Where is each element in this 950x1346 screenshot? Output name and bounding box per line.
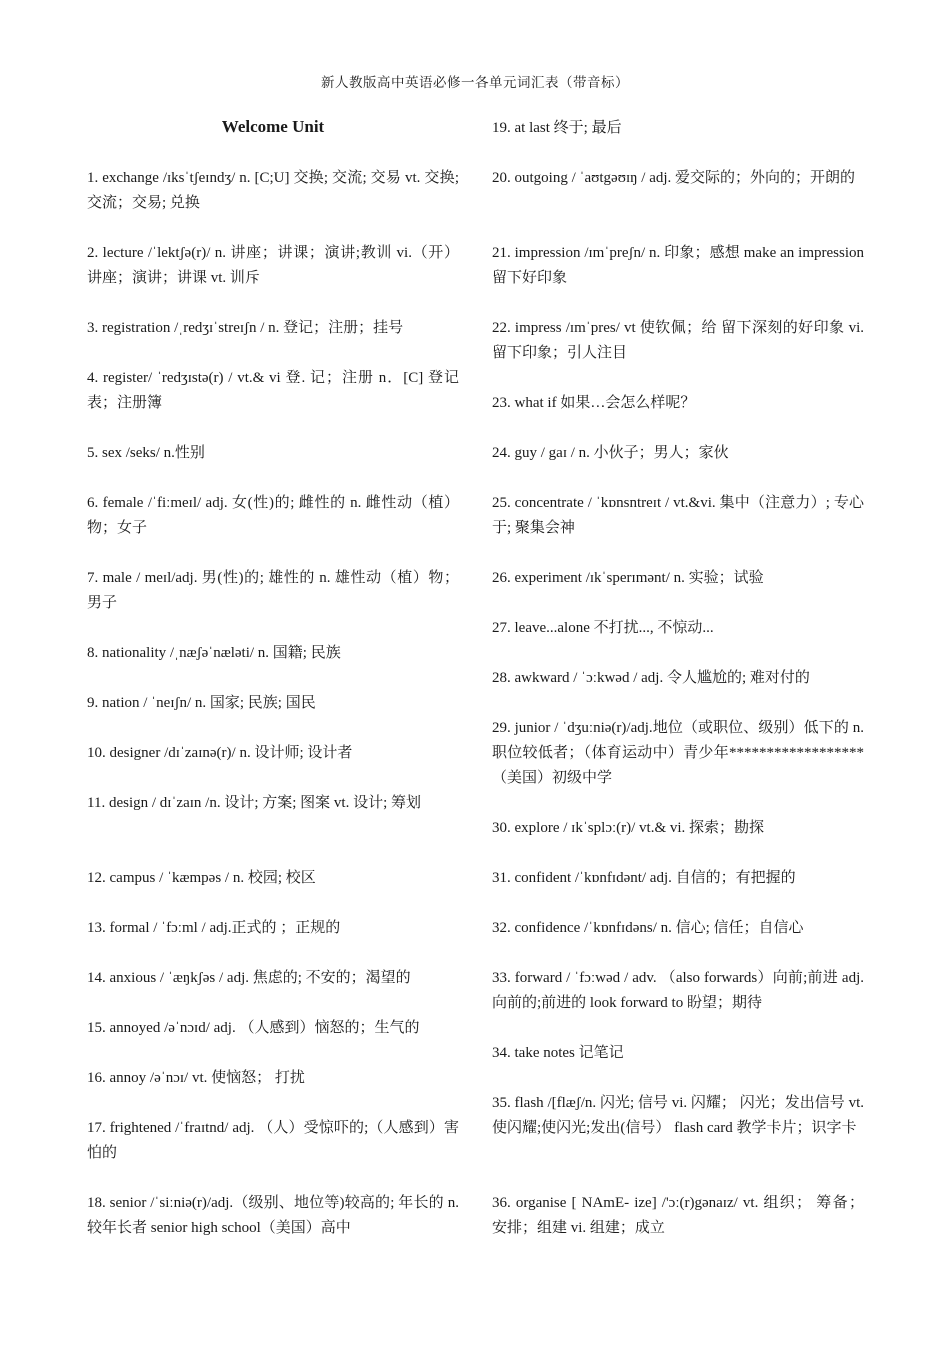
vocab-entry: 22. impress /ɪmˈpres/ vt 使钦佩；给 留下深刻的好印象 vi. 留下印象；引人注目 xyxy=(492,320,864,361)
vocab-entry: 4. register/ ˈredʒɪstə(r) / vt.& vi 登. 记；注册 n．[C] 登记表；注册簿 xyxy=(87,370,459,411)
document-header: 新人教版高中英语必修一各单元词汇表（带音标） xyxy=(321,75,629,90)
vocab-entry: 20. outgoing / ˈaʊtgəʊɪŋ / adj. 爱交际的；外向的；开朗的 xyxy=(492,170,856,186)
vocab-entry: 19. at last 终于; 最后 xyxy=(492,120,622,136)
vocab-entry: 9. nation / ˈneɪʃn/ n. 国家; 民族; 国民 xyxy=(87,695,316,711)
vocab-entry: 30. explore / ɪkˈsplɔː(r)/ vt.& vi. 探索；勘探 xyxy=(492,820,765,836)
vocab-entry: 33. forward / ˈfɔːwəd / adv. （also forwards）向前;前进 adj. 向前的;前进的 look forward to 盼望；期待 xyxy=(492,970,864,1011)
vocab-entry: 36. organise [ NAmE- ize] /'ɔː(r)gənaɪz/ vt. 组织； 筹备； 安排；组建 vi. 组建；成立 xyxy=(492,1195,864,1236)
vocab-entry: 25. concentrate / ˈkɒnsntreɪt / vt.&vi. 集中（注意力）; 专心于; 聚集会神 xyxy=(492,495,864,536)
vocab-entry: 24. guy / gaɪ / n. 小伙子；男人；家伙 xyxy=(492,445,729,461)
vocab-entry: 32. confidence /ˈkɒnfɪdəns/ n. 信心; 信任；自信心 xyxy=(492,920,804,936)
vocab-entry: 10. designer /dɪˈzaɪnə(r)/ n. 设计师; 设计者 xyxy=(87,745,353,761)
vocab-entry: 8. nationality /ˌnæʃəˈnæləti/ n. 国籍; 民族 xyxy=(87,645,341,661)
vocab-entry: 18. senior /ˈsiːniə(r)/adj.（级别、地位等)较高的; 年长的 n. 较年长者 senior high school（美国）高中 xyxy=(87,1195,459,1236)
vocab-entry: 12. campus / ˈkæmpəs / n. 校园; 校区 xyxy=(87,870,316,886)
vocab-entry: 35. flash /[flæʃ/n. 闪光; 信号 vi. 闪耀； 闪光；发出信号 vt. 使闪耀;使闪光;发出(信号） flash card 教学卡片；识字卡 xyxy=(492,1095,864,1136)
section-title: Welcome Unit xyxy=(221,117,325,136)
vocab-entry: 16. annoy /əˈnɔɪ/ vt. 使恼怒； 打扰 xyxy=(87,1070,305,1086)
vocab-entry: 2. lecture /ˈlektʃə(r)/ n. 讲座；讲课；演讲;教训 vi.（开）讲座；演讲；讲课 vt. 训斥 xyxy=(87,245,459,286)
vocab-entry: 7. male / meɪl/adj. 男(性)的; 雄性的 n. 雄性动（植）物；男子 xyxy=(87,570,459,611)
vocab-entry: 26. experiment /ɪkˈsperɪmənt/ n. 实验；试验 xyxy=(492,570,764,586)
vocab-entry: 5. sex /seks/ n.性别 xyxy=(87,445,205,461)
vocab-entry: 17. frightened /ˈfraɪtnd/ adj. （人）受惊吓的;（人感到）害怕的 xyxy=(87,1120,459,1161)
vocab-entry: 21. impression /ɪmˈpreʃn/ n. 印象；感想 make an impression 留下好印象 xyxy=(492,245,864,286)
vocab-entry: 28. awkward / ˈɔːkwəd / adj. 令人尴尬的; 难对付的 xyxy=(492,670,810,686)
vocab-entry: 15. annoyed /əˈnɔɪd/ adj. （人感到）恼怒的；生气的 xyxy=(87,1020,420,1036)
vocab-entry: 11. design / dɪˈzaɪn /n. 设计; 方案; 图案 vt. 设计; 筹划 xyxy=(87,795,422,811)
vocab-entry: 34. take notes 记笔记 xyxy=(492,1045,624,1061)
vocab-entry: 27. leave...alone 不打扰..., 不惊动... xyxy=(492,620,714,636)
vocab-entry: 13. formal / ˈfɔːml / adj.正式的 ；正规的 xyxy=(87,920,341,936)
vocab-entry: 14. anxious / ˈæŋkʃəs / adj. 焦虑的; 不安的；渴望的 xyxy=(87,970,411,986)
vocab-entry: 1. exchange /ɪksˈtʃeɪndʒ/ n. [C;U] 交换; 交流; 交易 vt. 交换; 交流；交易; 兑换 xyxy=(87,170,459,211)
vocab-entry: 23. what if 如果…会怎么样呢？ xyxy=(492,395,696,411)
vocab-entry: 29. junior / ˈdʒuːniə(r)/adj.地位（或职位、级别）低下的 n. 职位较低者；（体育运动中）青少年******************（美国）初级中学 xyxy=(492,720,864,786)
vocab-entry: 31. confident /ˈkɒnfɪdənt/ adj. 自信的；有把握的 xyxy=(492,870,796,886)
vocab-entry: 3. registration /ˌredʒɪˈstreɪʃn / n. 登记；注册；挂号 xyxy=(87,320,404,336)
vocab-entry: 6. female /ˈfiːmeɪl/ adj. 女(性)的; 雌性的 n. 雌性动（植）物；女子 xyxy=(87,495,459,536)
